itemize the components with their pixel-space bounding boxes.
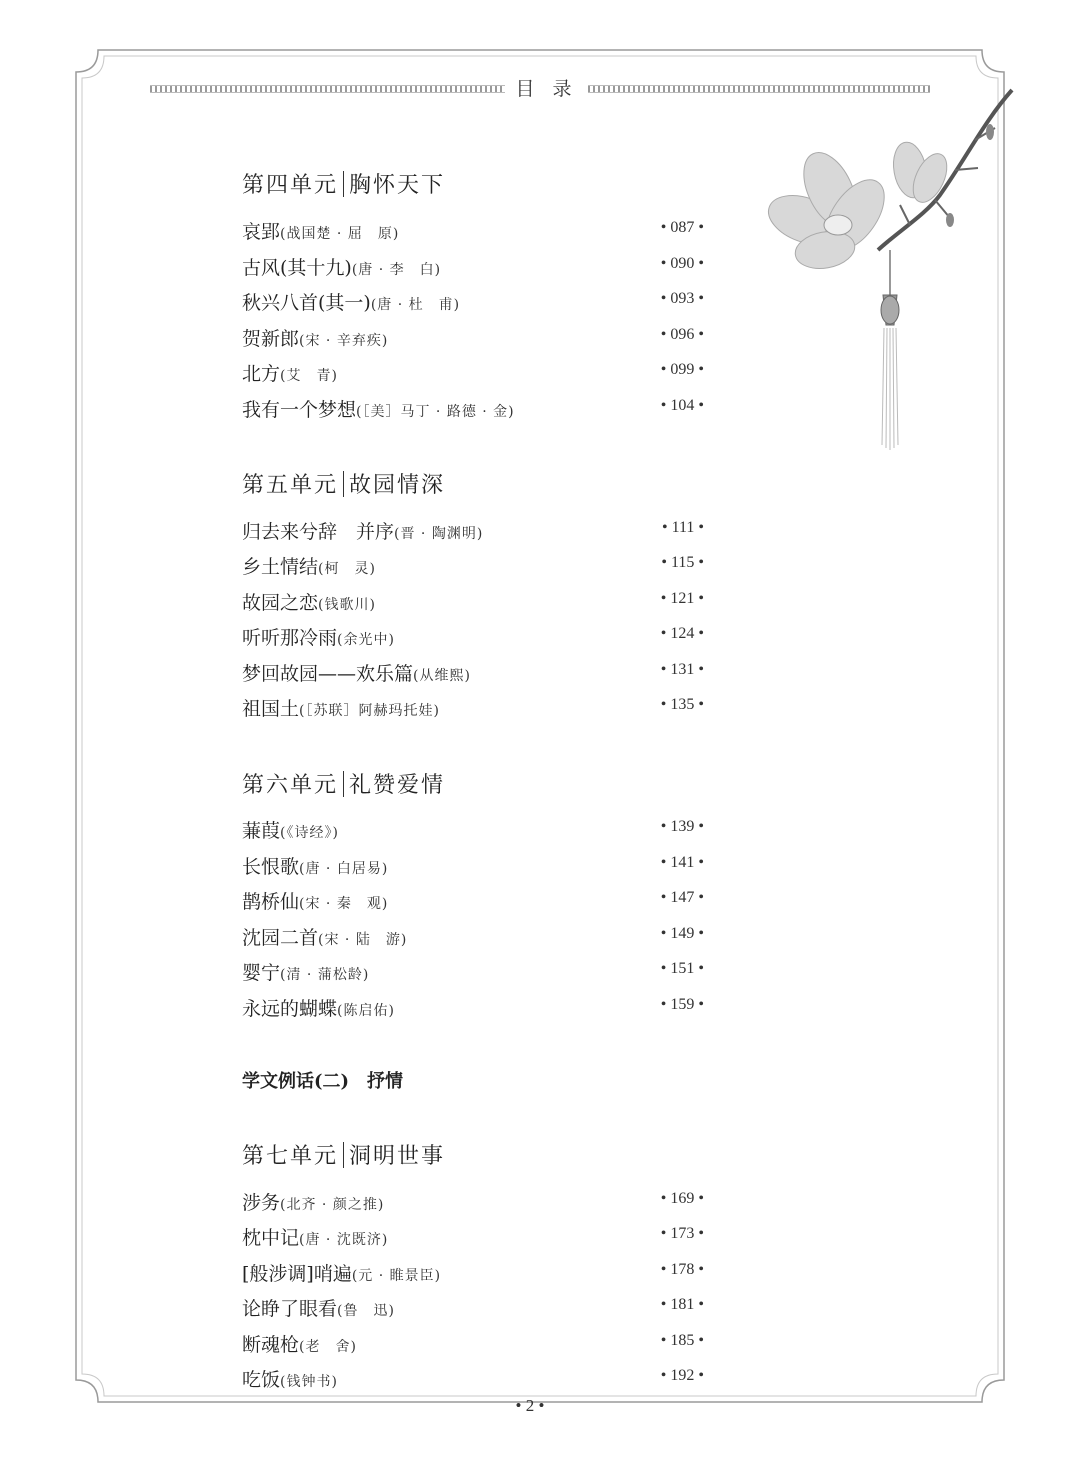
entry-page: • 185 • — [660, 1332, 704, 1349]
toc-entry[interactable] — [242, 1223, 704, 1249]
entry-page: • 124 • — [660, 625, 704, 642]
entry-title: 我有一个梦想 — [242, 399, 357, 421]
entry-author: (清 · 蒲松龄) — [280, 967, 370, 983]
entry-title: 梦回故园——欢乐篇 — [242, 663, 414, 685]
entry-title: 论睁了眼看 — [242, 1298, 338, 1320]
toc-entry[interactable] — [242, 1330, 704, 1356]
entry-title: 婴宁 — [242, 962, 281, 984]
toc-entry[interactable] — [242, 552, 704, 578]
unit-heading-5 — [242, 468, 445, 499]
toc-entry[interactable] — [242, 994, 704, 1020]
entry-title: 秋兴八首(其一) — [242, 292, 371, 314]
entry-title: 贺新郎 — [242, 328, 300, 350]
toc-entry[interactable] — [242, 517, 704, 543]
entry-page: • 159 • — [660, 996, 704, 1013]
magnolia-branch-illustration — [750, 80, 1020, 460]
divider — [343, 171, 344, 197]
entry-title: 吃饭 — [242, 1369, 281, 1391]
entry-title: 蒹葭 — [242, 820, 281, 842]
entry-author: (唐 · 李 白) — [351, 262, 442, 278]
entry-title: 祖国土 — [242, 698, 300, 720]
entry-page: • 181 • — [660, 1296, 704, 1313]
entry-author: (钱钟书) — [280, 1374, 338, 1390]
entry-title: 枕中记 — [242, 1227, 300, 1249]
entry-title: 沈园二首 — [242, 927, 319, 949]
entry-page: • 131 • — [660, 661, 704, 678]
entry-page: • 151 • — [660, 960, 704, 977]
entry-author: (柯 灵) — [318, 561, 376, 577]
unit-label: 第五单元 — [242, 473, 339, 498]
entry-title: 断魂枪 — [242, 1334, 300, 1356]
entry-page: • 093 • — [660, 290, 704, 307]
entry-title: 乡土情结 — [242, 556, 319, 578]
toc-entry[interactable] — [242, 253, 704, 279]
toc-entry[interactable] — [242, 923, 704, 949]
unit-heading-6 — [242, 768, 445, 799]
toc-entry[interactable] — [242, 659, 704, 685]
divider — [343, 771, 344, 797]
entry-page: • 178 • — [660, 1261, 704, 1278]
entry-author: (从维熙) — [413, 668, 471, 684]
entry-page: • 104 • — [660, 397, 704, 414]
entry-page: • 115 • — [661, 554, 704, 571]
entry-title: [般涉调]哨遍 — [242, 1263, 352, 1285]
entry-page: • 192 • — [660, 1367, 704, 1384]
toc-entry[interactable] — [242, 1365, 704, 1391]
entry-page: • 149 • — [660, 925, 704, 942]
entry-page: • 141 • — [660, 854, 704, 871]
toc-entry[interactable] — [242, 694, 704, 720]
entry-page: • 111 • — [661, 519, 704, 536]
example-section-heading[interactable] — [242, 1067, 403, 1093]
entry-page: • 099 • — [660, 361, 704, 378]
toc-entry[interactable] — [242, 852, 704, 878]
unit-label: 第六单元 — [242, 773, 339, 798]
divider — [343, 1142, 344, 1168]
unit-label: 第四单元 — [242, 173, 339, 198]
toc-entry[interactable] — [242, 588, 704, 614]
entry-page: • 121 • — [660, 590, 704, 607]
entry-author: (宋 · 陆 游) — [318, 932, 408, 948]
entry-author: (唐 · 沈既济) — [299, 1232, 389, 1248]
toc-entry[interactable] — [242, 395, 704, 421]
unit-label: 第七单元 — [242, 1144, 339, 1169]
toc-entry[interactable] — [242, 288, 704, 314]
unit-heading-7 — [242, 1139, 445, 1170]
unit-theme: 胸怀天下 — [349, 173, 446, 198]
toc-entry[interactable] — [242, 217, 704, 243]
entry-author: (［苏联］阿赫玛托娃) — [299, 703, 440, 719]
entry-title: 永远的蝴蝶 — [242, 998, 338, 1020]
entry-author: (［美］马丁 · 路德 · 金) — [356, 404, 515, 420]
entry-author: (元 · 睢景臣) — [351, 1268, 442, 1284]
unit-theme: 礼赞爱情 — [349, 773, 446, 798]
toc-entry[interactable] — [242, 958, 704, 984]
entry-author: (晋 · 陶渊明) — [394, 526, 484, 542]
toc-entry[interactable] — [242, 623, 704, 649]
entry-page: • 173 • — [660, 1225, 704, 1242]
entry-title: 归去来兮辞 并序 — [242, 521, 395, 543]
entry-title: 涉务 — [242, 1192, 281, 1214]
entry-title: 哀郢 — [242, 221, 281, 243]
entry-author: (宋 · 辛弃疾) — [299, 333, 389, 349]
entry-title: 北方 — [242, 363, 281, 385]
example-section-title: 学文例话(二) — [242, 1071, 350, 1092]
toc-entry[interactable] — [242, 359, 704, 385]
entry-title: 鹊桥仙 — [242, 891, 300, 913]
entry-author: (余光中) — [337, 632, 395, 648]
entry-title: 古风(其十九) — [242, 257, 352, 279]
toc-entry[interactable] — [242, 1188, 704, 1214]
header-title: 目 录 — [515, 78, 578, 100]
entry-author: (老 舍) — [299, 1339, 357, 1355]
entry-title: 听听那冷雨 — [242, 627, 338, 649]
entry-page: • 096 • — [660, 326, 704, 343]
toc-entry[interactable] — [242, 887, 704, 913]
entry-page: • 087 • — [660, 219, 704, 236]
entry-author: (艾 青) — [280, 368, 338, 384]
entry-author: (战国楚 · 屈 原) — [280, 226, 400, 242]
divider — [343, 471, 344, 497]
entry-page: • 139 • — [660, 818, 704, 835]
toc-entry[interactable] — [242, 816, 704, 842]
entry-page: • 135 • — [660, 696, 704, 713]
unit-theme: 故园情深 — [349, 473, 446, 498]
toc-entry[interactable] — [242, 1259, 704, 1285]
entry-page: • 090 • — [660, 255, 704, 272]
entry-author: (唐 · 杜 甫) — [370, 297, 461, 313]
unit-heading-4 — [242, 168, 445, 199]
entry-author: (北齐 · 颜之推) — [280, 1197, 385, 1213]
entry-author: (鲁 迅) — [337, 1303, 395, 1319]
unit-theme: 洞明世事 — [349, 1144, 446, 1169]
entry-author: (《诗经》) — [280, 825, 339, 841]
example-section-subtitle: 抒情 — [367, 1071, 404, 1092]
entry-page: • 169 • — [660, 1190, 704, 1207]
toc-entry[interactable] — [242, 1294, 704, 1320]
entry-title: 长恨歌 — [242, 856, 300, 878]
toc-entry[interactable] — [242, 324, 704, 350]
page-number: • 2 • — [515, 1396, 545, 1415]
entry-author: (钱歌川) — [318, 597, 376, 613]
entry-author: (陈启佑) — [337, 1003, 395, 1019]
entry-title: 故园之恋 — [242, 592, 319, 614]
entry-author: (宋 · 秦 观) — [299, 896, 389, 912]
entry-page: • 147 • — [660, 889, 704, 906]
entry-author: (唐 · 白居易) — [299, 861, 389, 877]
header-ornament-left — [150, 85, 505, 93]
